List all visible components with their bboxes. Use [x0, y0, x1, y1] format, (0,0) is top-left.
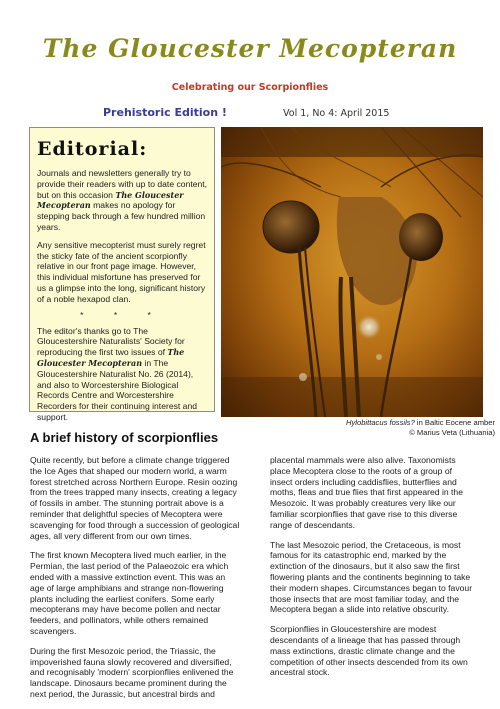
article-paragraph: During the first Mesozoic period, the Triassic, the impoverished fauna slowly recovered and diversified, and recognisably 'modern' scorpionflies enlivened the landscape. Dinosaurs became prominent during the next period, the Jurassic, but ancestral birds and	[30, 645, 234, 699]
newsletter-subtitle: Celebrating our Scorpionflies	[171, 82, 329, 93]
article-paragraph: Quite recently, but before a climate change triggered the Ice Ages that shaped our modern world, a warm forest stretched across Northern Europe. Resin oozing from the trees trapped many insects, creating a legacy of fossils in amber. The stunning portrait above is a reminder that delightful species of Mecoptera were scavenging for food through a succession of geological ages, all very different from our own times.	[30, 455, 240, 541]
section-divider: * * *	[80, 309, 165, 320]
editorial-paragraph-3: The editor's thanks go to The Gloucestershire Naturalists' Society for reproducing the first two issues of The Gloucester Mecopteran in The Gloucestershire Naturalist No. 26 (2014), and also to Worcestershire Biological Records Centre and Worcestershire Recorders for their continuing interest and support.	[37, 325, 198, 422]
magazine-name: The Gloucester Mecopteran	[37, 189, 184, 211]
article-column-right	[270, 455, 475, 687]
editorial-box	[29, 127, 215, 422]
article-title: A brief history of scorpionflies	[30, 430, 219, 445]
editorial-heading: Editorial:	[37, 138, 148, 160]
volume-info: Vol 1, No 4: April 2015	[283, 108, 390, 119]
newsletter-title: The Gloucester Mecopteran	[42, 34, 458, 63]
photo-credit: © Marius Veta (Lithuania)	[409, 427, 495, 437]
species-name: Hylobittacus fossils?	[346, 418, 415, 427]
magazine-name: The Gloucester Mecopteran	[37, 347, 185, 368]
article-paragraph: placental mammals were also alive. Taxonomists place Mecoptera close to the roots of a group of insect orders including caddisflies, butterflies and moths, fleas and true flies that first appeared in the Mesozoic. It was probably creatures very like our familiar scorpionflies that gave rise to this diverse range of descendants.	[270, 455, 463, 530]
editorial-paragraph-1: Journals and newsletters generally try to provide their readers with up to date content, but on this occasion The Gloucester Mecopteran makes no apology for stepping back through a few hundred million years.	[37, 168, 208, 232]
caption-line: Hylobittacus fossils? in Baltic Eocene amber	[346, 418, 495, 427]
edition-label: Prehistoric Edition !	[103, 106, 227, 119]
article-paragraph: The first known Mecoptera lived much earlier, in the Permian, the last period of the Palaeozoic era which ended with a massive extinction event. This was an age of large amphibians and strange non-flowering plants including the earliest conifers. Some early mecopterans may have become pollen and nectar feeders, and pollinators, while others remained scavengers.	[30, 550, 229, 636]
photo-caption	[305, 418, 495, 437]
article-paragraph: Scorpionflies in Gloucestershire are modest descendants of a lineage that has passed through mass extinctions, drastic climate change and the competition of other insects descended from its own ancestral stock.	[270, 624, 468, 678]
article-paragraph: The last Mesozoic period, the Cretaceous, is most famous for its catastrophic end, marked by the extinction of the dinosaurs, but it also saw the first flowering plants and the continents beginning to take their modern shapes. Circumstances began to favour those insects that are most familiar today, and the Mecoptera began a slide into relative obscurity.	[270, 539, 473, 615]
editorial-paragraph-2: Any sensitive mecopterist must surely regret the sticky fate of the ancient scorpionfly relative in our front page image. However, this individual misfortune has preserved for us a glimpse into the long, significant history of a noble hexapod clan.	[37, 239, 206, 304]
article-column-left	[30, 455, 240, 709]
amber-fossil-photo	[221, 127, 483, 417]
amber-fossil-image	[221, 127, 483, 417]
